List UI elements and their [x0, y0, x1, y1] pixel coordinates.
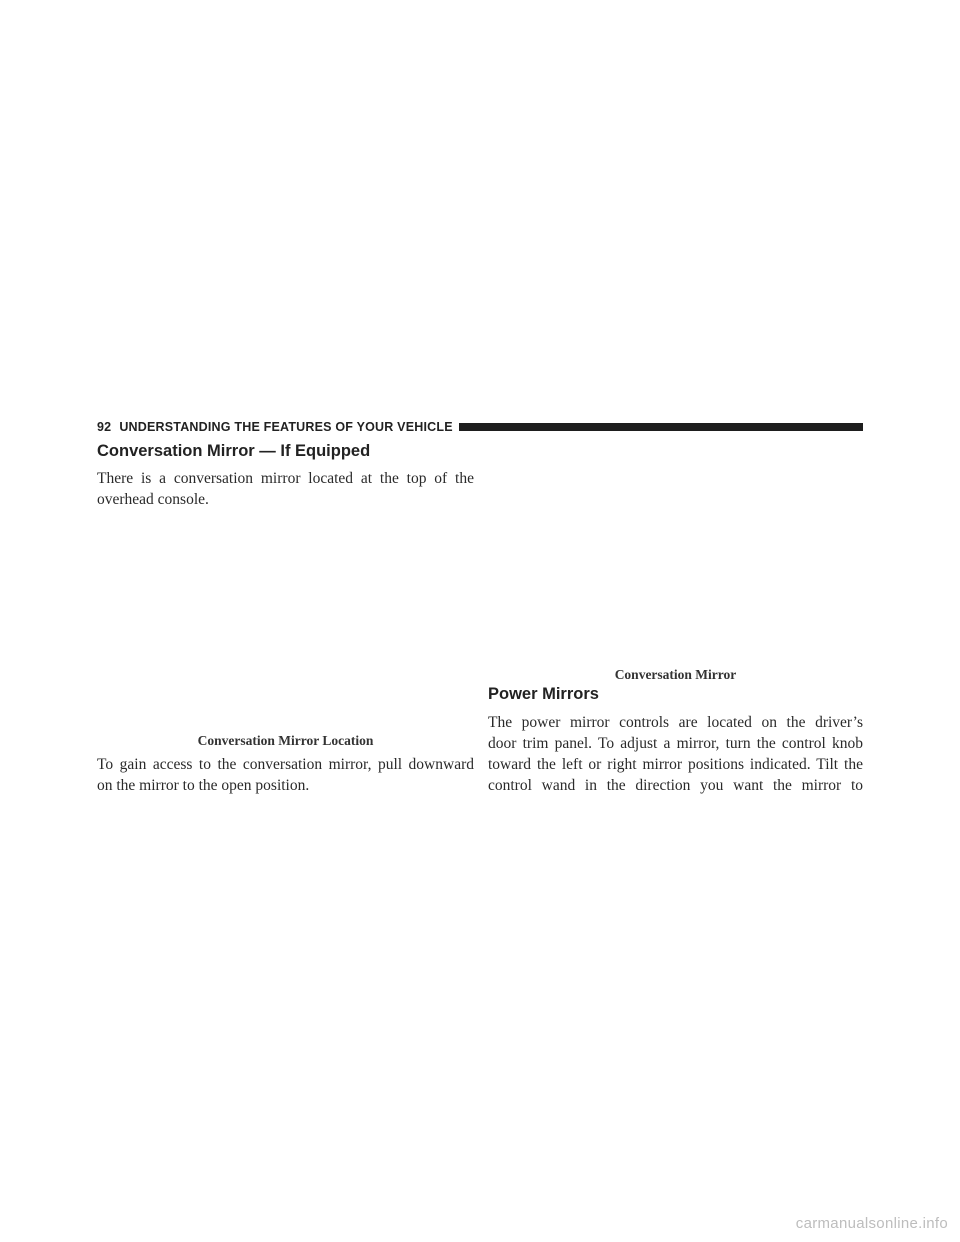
site-watermark: carmanualsonline.info [795, 1215, 948, 1232]
conversation-mirror-intro [97, 468, 474, 510]
power-mirrors-line: control wand in the direction you want the mirror to [488, 777, 863, 794]
power-mirrors-line: door trim panel. To adjust a mirror, turn the control knob [488, 735, 863, 752]
power-mirrors-line: The power mirror controls are located on the driver’s [488, 714, 863, 731]
access-line: To gain access to the conversation mirror, pull downward [97, 756, 474, 773]
power-mirrors-heading: Power Mirrors [488, 685, 599, 703]
figure-caption-location: Conversation Mirror Location [197, 733, 374, 748]
conversation-mirror-figure [488, 442, 863, 662]
intro-line: overhead console. [97, 491, 209, 508]
conversation-mirror-access-text [97, 754, 474, 796]
figure-caption-mirror: Conversation Mirror [614, 667, 737, 682]
header-rule [459, 423, 863, 431]
page-number: 92 [97, 420, 112, 434]
intro-line: There is a conversation mirror located at the top of the [97, 470, 474, 487]
page-header [97, 417, 863, 437]
power-mirrors-line: toward the left or right mirror positions indicated. Tilt the [488, 756, 863, 773]
section-title: UNDERSTANDING THE FEATURES OF YOUR VEHICLE [119, 420, 453, 434]
conversation-mirror-location-figure [97, 520, 474, 728]
conversation-mirror-heading: Conversation Mirror — If Equipped [97, 442, 371, 460]
power-mirrors-text [488, 712, 863, 796]
access-line: on the mirror to the open position. [97, 777, 310, 794]
